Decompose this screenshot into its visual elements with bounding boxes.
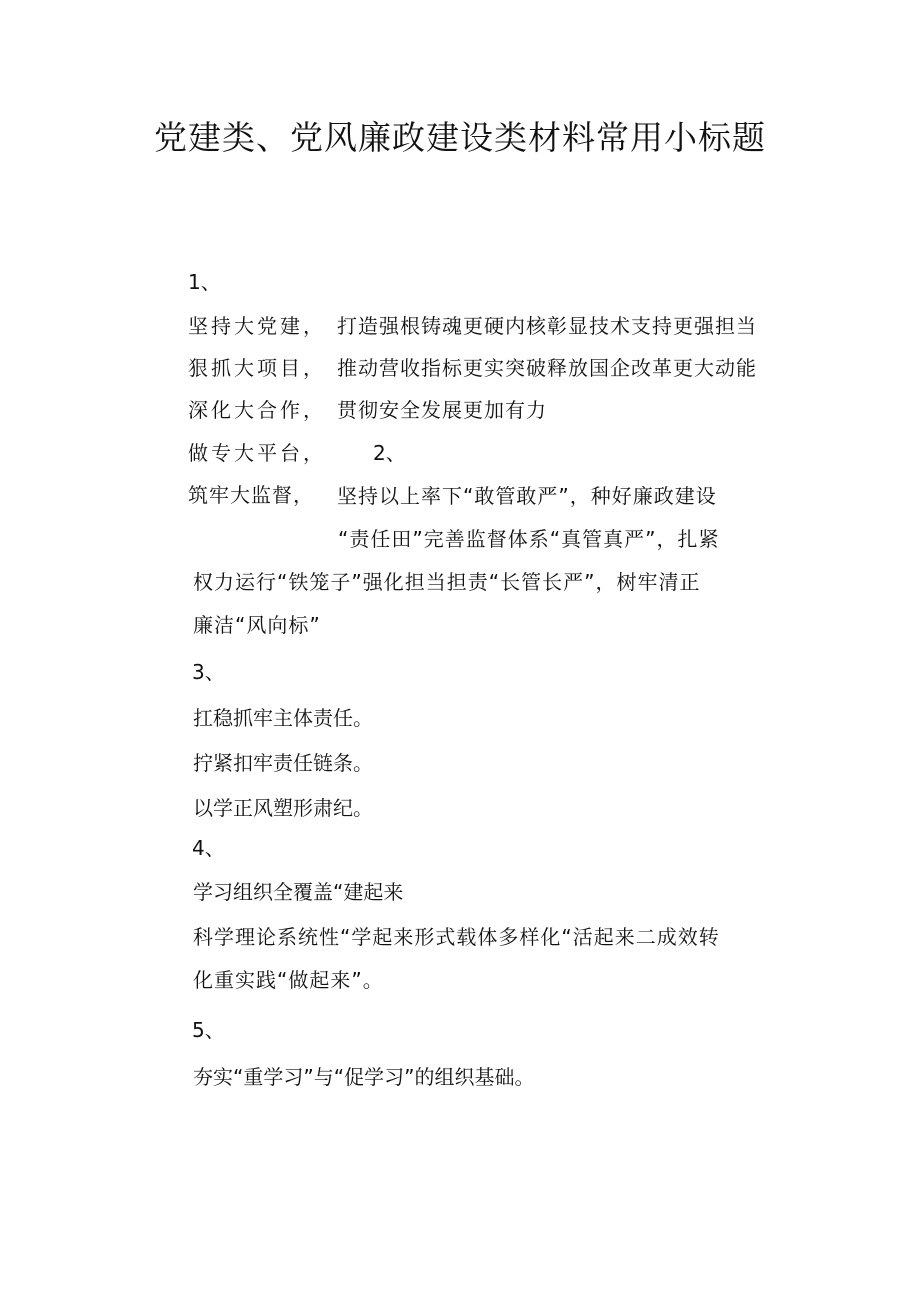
section-2-line: 权力运行“铁笼子”强化担当担责“长管长严”，树牢清正 <box>193 570 701 594</box>
section-4-number: 4、 <box>192 836 225 860</box>
section-4-line: 学习组织全覆盖“建起来 <box>193 880 404 904</box>
section-2-line: “责任田”完善监督体系“真管真严”，扎紧 <box>338 527 720 551</box>
section-1-right-item: 贯彻安全发展更加有力 <box>337 398 547 422</box>
section-3-line: 以学正风塑形肃纪。 <box>193 796 373 820</box>
section-1-number: 1、 <box>188 270 221 294</box>
section-4-line: 科学理论系统性“学起来形式载体多样化“活起来二成效转 <box>193 925 720 949</box>
section-4-line: 化重实践“做起来”。 <box>193 968 384 992</box>
section-2-line: 廉洁“风向标” <box>193 613 321 637</box>
section-1-left-item: 狠抓大项目， <box>188 356 326 380</box>
section-1-right-item: 推动营收指标更实突破释放国企改革更大动能 <box>337 356 757 380</box>
section-1-right-item: 打造强根铸魂更硬内核彰显技术支持更强担当 <box>337 314 757 338</box>
section-1-left-item: 做专大平台， <box>188 441 326 465</box>
section-1-left-item: 坚持大党建， <box>188 314 326 338</box>
section-2-number: 2、 <box>373 441 406 465</box>
page-title: 党建类、党风廉政建设类材料常用小标题 <box>154 118 766 157</box>
section-5-number: 5、 <box>192 1018 225 1042</box>
section-3-line: 拧紧扣牢责任链条。 <box>193 751 373 775</box>
section-5-line: 夯实“重学习”与“促学习”的组织基础。 <box>193 1065 535 1089</box>
section-1-left-item: 深化大合作， <box>188 398 326 422</box>
section-3-line: 扛稳抓牢主体责任。 <box>193 706 373 730</box>
section-2-line: 坚持以上率下“敢管敢严”，种好廉政建设 <box>337 484 717 508</box>
section-3-number: 3、 <box>192 660 225 684</box>
section-1-left-item: 筑牢大监督， <box>188 483 314 507</box>
